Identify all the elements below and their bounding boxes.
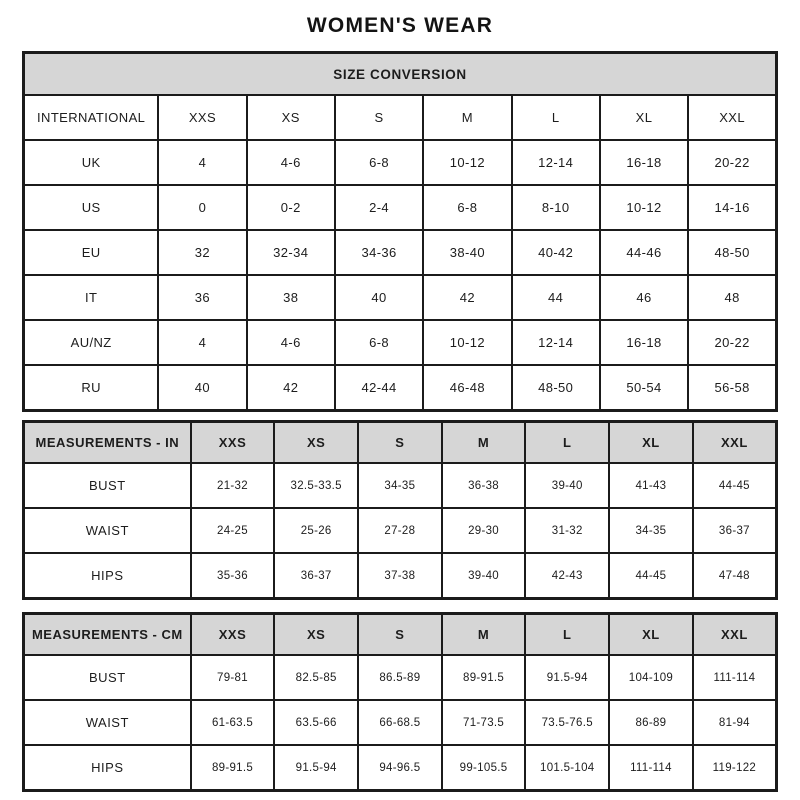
row-label: EU (24, 230, 159, 275)
column-header: XL (609, 422, 693, 464)
value-cell: 34-35 (358, 463, 442, 508)
column-header: XXS (191, 614, 275, 656)
table-row (24, 553, 777, 599)
value-cell: 66-68.5 (358, 700, 442, 745)
table-row (24, 275, 777, 320)
value-cell: 91.5-94 (525, 655, 609, 700)
value-cell: 38-40 (423, 230, 511, 275)
table-row (24, 655, 777, 700)
value-cell: 56-58 (688, 365, 776, 411)
value-cell: 29-30 (442, 508, 526, 553)
column-header: XXL (688, 95, 776, 140)
column-header: XXL (693, 422, 777, 464)
row-label: US (24, 185, 159, 230)
column-header: MEASUREMENTS - IN (24, 422, 191, 464)
value-cell: 0 (158, 185, 246, 230)
column-header: M (442, 422, 526, 464)
value-cell: 38 (247, 275, 335, 320)
measurements-cm-table (22, 612, 778, 792)
row-label: BUST (24, 655, 191, 700)
value-cell: 39-40 (525, 463, 609, 508)
column-header: XXS (191, 422, 275, 464)
value-cell: 48 (688, 275, 776, 320)
value-cell: 35-36 (191, 553, 275, 599)
value-cell: 44-45 (609, 553, 693, 599)
value-cell: 25-26 (274, 508, 358, 553)
value-cell: 73.5-76.5 (525, 700, 609, 745)
value-cell: 48-50 (688, 230, 776, 275)
column-header: M (442, 614, 526, 656)
size-conversion-table (22, 51, 778, 412)
column-header: L (525, 614, 609, 656)
column-header: XXL (693, 614, 777, 656)
value-cell: 10-12 (600, 185, 688, 230)
column-header: MEASUREMENTS - CM (24, 614, 191, 656)
value-cell: 10-12 (423, 140, 511, 185)
row-label: WAIST (24, 700, 191, 745)
value-cell: 86-89 (609, 700, 693, 745)
value-cell: 37-38 (358, 553, 442, 599)
value-cell: 16-18 (600, 140, 688, 185)
value-cell: 36 (158, 275, 246, 320)
column-header: S (335, 95, 423, 140)
value-cell: 20-22 (688, 320, 776, 365)
column-header: XS (274, 614, 358, 656)
table-row (24, 320, 777, 365)
value-cell: 81-94 (693, 700, 777, 745)
row-label: HIPS (24, 553, 191, 599)
column-header: XL (609, 614, 693, 656)
value-cell: 42 (423, 275, 511, 320)
value-cell: 32-34 (247, 230, 335, 275)
value-cell: 63.5-66 (274, 700, 358, 745)
value-cell: 4-6 (247, 140, 335, 185)
column-header: L (525, 422, 609, 464)
row-label: WAIST (24, 508, 191, 553)
value-cell: 40 (158, 365, 246, 411)
column-header-row (24, 614, 777, 656)
value-cell: 32 (158, 230, 246, 275)
value-cell: 44-46 (600, 230, 688, 275)
column-header-row (24, 95, 777, 140)
column-header: XS (274, 422, 358, 464)
value-cell: 50-54 (600, 365, 688, 411)
value-cell: 104-109 (609, 655, 693, 700)
value-cell: 46 (600, 275, 688, 320)
value-cell: 2-4 (335, 185, 423, 230)
value-cell: 46-48 (423, 365, 511, 411)
value-cell: 119-122 (693, 745, 777, 791)
value-cell: 6-8 (423, 185, 511, 230)
value-cell: 27-28 (358, 508, 442, 553)
value-cell: 86.5-89 (358, 655, 442, 700)
value-cell: 12-14 (512, 320, 600, 365)
value-cell: 4 (158, 140, 246, 185)
column-header: M (423, 95, 511, 140)
column-header: S (358, 614, 442, 656)
value-cell: 34-36 (335, 230, 423, 275)
column-header: S (358, 422, 442, 464)
column-header: L (512, 95, 600, 140)
value-cell: 89-91.5 (442, 655, 526, 700)
column-header-row (24, 422, 777, 464)
table-row (24, 185, 777, 230)
value-cell: 0-2 (247, 185, 335, 230)
table-row (24, 365, 777, 411)
row-label: IT (24, 275, 159, 320)
value-cell: 48-50 (512, 365, 600, 411)
table-gap (22, 412, 778, 420)
table-title-row (24, 53, 777, 96)
value-cell: 39-40 (442, 553, 526, 599)
value-cell: 12-14 (512, 140, 600, 185)
value-cell: 24-25 (191, 508, 275, 553)
measurements-in-table (22, 420, 778, 600)
row-label: UK (24, 140, 159, 185)
value-cell: 111-114 (693, 655, 777, 700)
value-cell: 21-32 (191, 463, 275, 508)
table-title: SIZE CONVERSION (24, 53, 777, 96)
table-row (24, 463, 777, 508)
table-row (24, 700, 777, 745)
value-cell: 36-38 (442, 463, 526, 508)
value-cell: 20-22 (688, 140, 776, 185)
value-cell: 44-45 (693, 463, 777, 508)
value-cell: 4-6 (247, 320, 335, 365)
value-cell: 42 (247, 365, 335, 411)
value-cell: 6-8 (335, 320, 423, 365)
value-cell: 42-43 (525, 553, 609, 599)
value-cell: 44 (512, 275, 600, 320)
value-cell: 31-32 (525, 508, 609, 553)
value-cell: 61-63.5 (191, 700, 275, 745)
value-cell: 91.5-94 (274, 745, 358, 791)
column-header: INTERNATIONAL (24, 95, 159, 140)
column-header: XL (600, 95, 688, 140)
value-cell: 16-18 (600, 320, 688, 365)
value-cell: 14-16 (688, 185, 776, 230)
row-label: HIPS (24, 745, 191, 791)
value-cell: 40 (335, 275, 423, 320)
value-cell: 36-37 (693, 508, 777, 553)
table-gap (22, 600, 778, 612)
row-label: BUST (24, 463, 191, 508)
row-label: AU/NZ (24, 320, 159, 365)
value-cell: 47-48 (693, 553, 777, 599)
value-cell: 4 (158, 320, 246, 365)
value-cell: 99-105.5 (442, 745, 526, 791)
table-row (24, 230, 777, 275)
value-cell: 6-8 (335, 140, 423, 185)
table-row (24, 140, 777, 185)
value-cell: 82.5-85 (274, 655, 358, 700)
value-cell: 10-12 (423, 320, 511, 365)
column-header: XXS (158, 95, 246, 140)
value-cell: 71-73.5 (442, 700, 526, 745)
value-cell: 94-96.5 (358, 745, 442, 791)
value-cell: 79-81 (191, 655, 275, 700)
value-cell: 32.5-33.5 (274, 463, 358, 508)
value-cell: 36-37 (274, 553, 358, 599)
value-cell: 89-91.5 (191, 745, 275, 791)
value-cell: 8-10 (512, 185, 600, 230)
value-cell: 34-35 (609, 508, 693, 553)
table-row (24, 745, 777, 791)
page-title: WOMEN'S WEAR (306, 14, 494, 37)
value-cell: 40-42 (512, 230, 600, 275)
row-label: RU (24, 365, 159, 411)
value-cell: 111-114 (609, 745, 693, 791)
column-header: XS (247, 95, 335, 140)
value-cell: 42-44 (335, 365, 423, 411)
table-row (24, 508, 777, 553)
value-cell: 41-43 (609, 463, 693, 508)
value-cell: 101.5-104 (525, 745, 609, 791)
